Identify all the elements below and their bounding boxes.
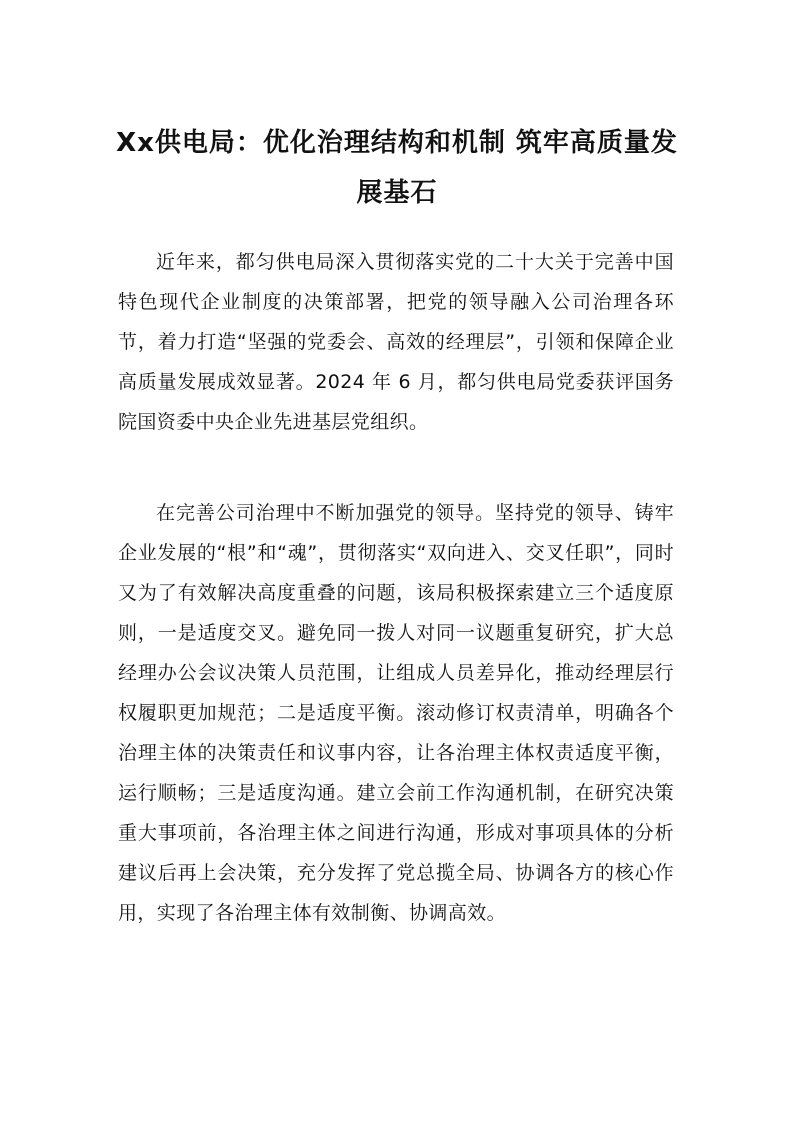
paragraph-party-leadership: 在完善公司治理中不断加强党的领导。坚持党的领导、铸牢企业发展的“根”和“魂”，贯彻落实“双向进入、交叉任职”，同时又为了有效解决高度重叠的问题，该局积极探索建立三个适度原则，一是适度交叉。避免同一拨人对同一议题重复研究，扩大总经理办公会议决策人员范围，让组成人员差异化，推动经理层行权履职更加规范；二是适度平衡。滚动修订权责清单，明确各个治理主体的决策责任和议事内容，让各治理主体权责适度平衡，运行顺畅；三是适度沟通。建立会前工作沟通机制，在研究决策重大事项前，各治理主体之间进行沟通，形成对事项具体的分析建议后再上会决策，充分发挥了党总揽全局、协调各方的核心作用，实现了各治理主体有效制衡、协调高效。: [118, 502, 674, 924]
paragraph-intro: 近年来，都匀供电局深入贯彻落实党的二十大关于完善中国特色现代企业制度的决策部署，把党的领导融入公司治理各环节，着力打造“坚强的党委会、高效的经理层”，引领和保障企业高质量发展成效显著。2024 年 6 月，都匀供电局党委获评国务院国资委中央企业先进基层党组织。: [118, 251, 674, 433]
document-title: Xx供电局：优化治理结构和机制 筑牢高质量发展基石: [116, 128, 678, 208]
